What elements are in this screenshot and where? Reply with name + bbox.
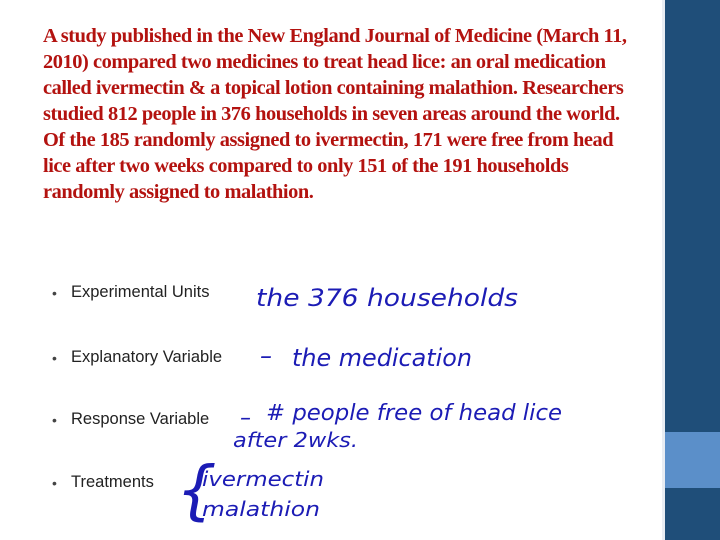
treatments-brace: { bbox=[176, 454, 217, 528]
answer-response-variable-line-2: after 2wks. bbox=[233, 428, 358, 452]
bullet-explanatory-variable bbox=[52, 348, 222, 367]
bullet-response-variable bbox=[52, 410, 209, 429]
bullet-label: Experimental Units bbox=[71, 283, 210, 301]
bullet-marker: • bbox=[52, 284, 57, 301]
answer-experimental-units: the 376 households bbox=[256, 284, 518, 312]
bullet-treatments bbox=[52, 473, 154, 492]
bullet-marker: • bbox=[52, 474, 57, 491]
bullet-marker: • bbox=[52, 411, 57, 428]
band-segment-top bbox=[665, 0, 720, 432]
bullet-experimental-units bbox=[52, 283, 209, 302]
answer-treatment-ivermectin: ivermectin bbox=[202, 467, 324, 491]
answer-response-variable-line-1: # people free of head lice bbox=[266, 401, 562, 426]
answer-treatment-malathion: malathion bbox=[202, 497, 320, 521]
dash-mark: – bbox=[260, 342, 272, 370]
study-description: A study published in the New England Journal of Medicine (March 11, 2010) compared two medicines to treat head lice: an oral medication called ivermectin & a topical lotion containing malathion. Researchers studied 812 people in 376 households in seven areas around the world. Of the 185 randomly assigned to ivermectin, 171 were free from head lice after two weeks compared to only 151 of the 191 households randomly assigned to malathion. bbox=[43, 25, 627, 203]
answer-explanatory-variable: the medication bbox=[292, 344, 472, 372]
bullet-marker: • bbox=[52, 349, 57, 366]
bullet-label: Treatments bbox=[71, 473, 154, 491]
decorative-side-band bbox=[665, 0, 720, 540]
band-segment-accent bbox=[665, 432, 720, 488]
dash-mark: – bbox=[240, 406, 251, 431]
band-segment-bottom bbox=[665, 488, 720, 540]
bullet-label: Explanatory Variable bbox=[71, 348, 223, 366]
bullet-label: Response Variable bbox=[71, 410, 210, 428]
